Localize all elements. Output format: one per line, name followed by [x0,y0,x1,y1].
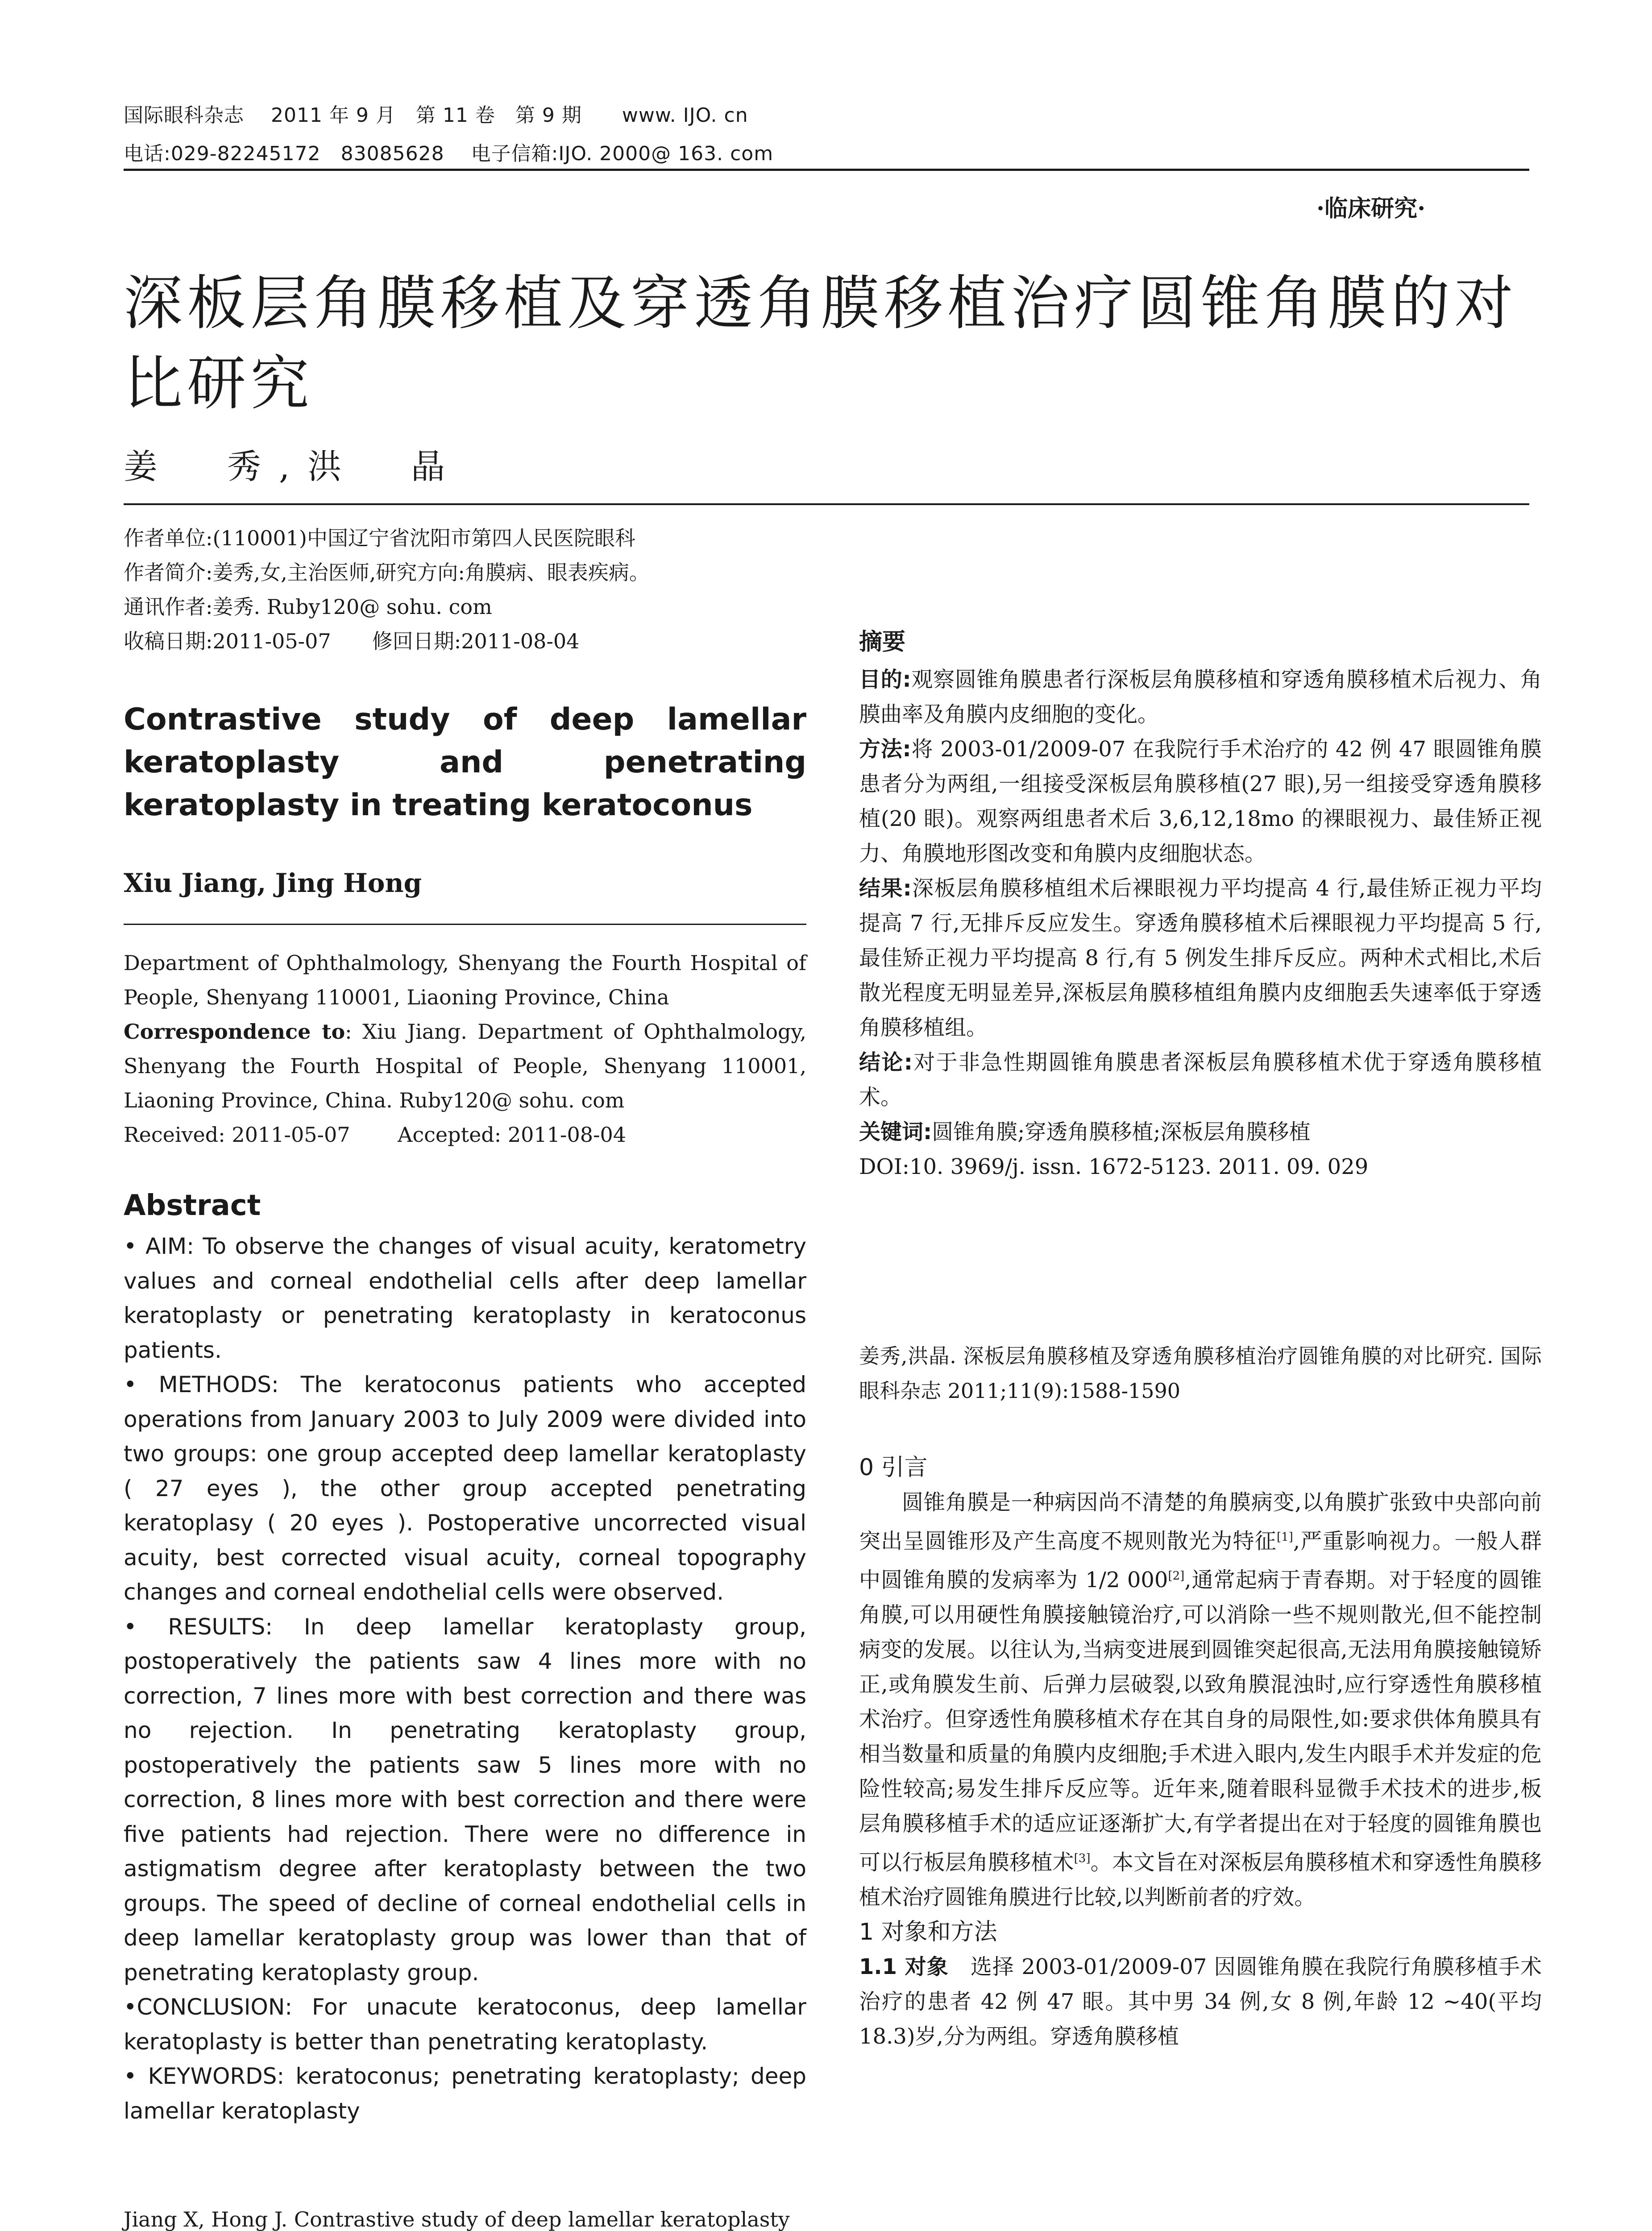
abstract-aim: • AIM: To observe the changes of visual acuity, keratometry values and corneal endothelial cells after deep lamellar keratoplasty or penetrating keratoplasty in keratoconus patients. [124,1233,806,1363]
intro-heading: 0 引言 [859,1454,928,1481]
journal-header-line1: 国际眼科杂志 2011 年 9 月 第 11 卷 第 9 期 www. IJO. cn [124,104,748,127]
correspondence-en [124,1015,806,1118]
conclusion-label: 结论: [859,1050,913,1075]
citation-en-block [124,2202,806,2231]
abstract-keywords: • KEYWORDS: keratoconus; penetrating keratoplasty; deep lamellar keratoplasty [124,2063,806,2124]
author-bio: 作者简介:姜秀,女,主治医师,研究方向:角膜病、眼表疾病。 [124,560,650,585]
results-label: 结果: [859,876,912,901]
conclusion-text: 对于非急性期圆锥角膜患者深板层角膜移植术优于穿透角膜移植术。 [859,1050,1542,1110]
abstract-en-body [124,1229,806,2128]
header-rule [124,169,1529,171]
ref-1: [1] [1277,1530,1293,1544]
subjects-text: 选择 2003-01/2009-07 因圆锥角膜在我院行角膜移植手术治疗的患者 42 例 47 眼。其中男 34 例,女 8 例,年龄 12 ~40(平均 18.3)岁,分为两组。穿透角膜移植 [859,1954,1542,2049]
journal-header-line2: 电话:029-82245172 83085628 电子信箱:IJO. 2000@ 163. com [124,142,774,165]
received-dates: 收稿日期:2011-05-07 修回日期:2011-08-04 [124,629,580,653]
abstract-heading: Abstract [124,1189,261,1222]
department-en: Department of Ophthalmology, Shenyang the Fourth Hospital of People, Shenyang 110001, Liaoning Province, China [124,951,806,1009]
ref-2: [2] [1168,1569,1185,1583]
abstract-cn [859,625,1542,1184]
citation-en-start: Jiang X, Hong J. Contrastive study of deep lamellar keratoplasty [124,2207,790,2231]
methods-text: 将 2003-01/2009-07 在我院行手术治疗的 42 例 47 眼圆锥角膜患者分为两组,一组接受深板层角膜移植(27 眼),另一组接受穿透角膜移植(20 眼)。观察两组患者术后 3,6,12,18mo 的裸眼视力、最佳矫正视力、角膜地形图改变和角膜内皮细胞状态。 [859,737,1542,866]
abstract-methods: • METHODS: The keratoconus patients who accepted operations from January 2003 to July 2009 were divided into two groups: one group accepted deep lamellar keratoplasty ( 27 eyes ), the other group accepted penetrating keratoplasy ( 20 eyes ). Postoperative uncorrected visual acuity, best corrected visual acuity, corneal topography changes and corneal endothelial cells were observed. [124,1372,806,1605]
doi: DOI:10. 3969/j. issn. 1672-5123. 2011. 09. 029 [859,1154,1369,1179]
page-title: 深板层角膜移植及穿透角膜移植治疗圆锥角膜的对比研究 [124,269,1518,418]
author-info-block [124,521,806,659]
body-text [859,1450,1542,2054]
methods-label: 方法: [859,737,911,762]
english-affiliation [124,946,806,1152]
title-rule [124,503,1529,505]
english-authors-rule [124,924,806,925]
results-text: 深板层角膜移植组术后裸眼视力平均提高 4 行,最佳矫正视力平均提高 7 行,无排斥反应发生。穿透角膜移植术后裸眼视力平均提高 5 行,最佳矫正视力平均提高 8 行,有 5 例发生排斥反应。两种术式相比,术后散光程度无明显差异,深板层角膜移植组角膜内皮细胞丢失速率低于穿透角膜移植组。 [859,876,1542,1040]
english-title: Contrastive study of deep lamellar keratoplasty and penetrating keratoplasty in treating keratoconus [124,702,806,823]
abstract-results: • RESULTS: In deep lamellar keratoplasty group, postoperatively the patients saw 4 lines more with no correction, 7 lines more with best correction and there was no rejection. In penetrating keratoplasty group, postoperatively the patients saw 5 lines more with no correction, 8 lines more with best correction and there were five patients had rejection. There were no difference in astigmatism degree after keratoplasty between the two groups. The speed of decline of corneal endothelial cells in deep lamellar keratoplasty group was lower than that of penetrating keratoplasty group. [124,1613,806,1986]
section-tag: ·临床研究· [1316,195,1426,222]
authors-cn: 姜 秀,洪 晶 [124,447,463,486]
citation-cn: 姜秀,洪晶. 深板层角膜移植及穿透角膜移植治疗圆锥角膜的对比研究. 国际眼科杂志 2011;11(9):1588-1590 [859,1344,1542,1403]
correspondence-label: Correspondence to [124,1020,345,1044]
keywords-label: 关键词: [859,1120,932,1145]
dates-en: Received: 2011-05-07 Accepted: 2011-08-04 [124,1123,627,1147]
correspondence-text: : Xiu Jiang. Department of Ophthalmology, Shenyang the Fourth Hospital of People, Shenyang 110001, Liaoning Province, China. Ruby120@ sohu. com [124,1020,807,1112]
intro-paragraph: 圆锥角膜是一种病因尚不清楚的角膜病变,以角膜扩张致中央部向前突出呈圆锥形及产生高度不规则散光为特征[1],严重影响视力。一般人群中圆锥角膜的发病率为 1/2 000[2],通常起病于青春期。对于轻度的圆锥角膜,可以用硬性角膜接触镜治疗,可以消除一些不规则散光,但不能控制病变的发展。以往认为,当病变进展到圆锥突起很高,无法用角膜接触镜矫正,或角膜发生前、后弹力层破裂,以致角膜混浊时,应行穿透性角膜移植术治疗。但穿透性角膜移植术存在其自身的局限性,如:要求供体角膜具有相当数量和质量的角膜内皮细胞;手术进入眼内,发生内眼手术并发症的危险性较高;易发生排斥反应等。近年来,随着眼科显微手术技术的进步,板层角膜移植手术的适应证逐渐扩大,有学者提出在对于轻度的圆锥角膜也可以行板层角膜移植术[3]。本文旨在对深板层角膜移植术和穿透性角膜移植术治疗圆锥角膜进行比较,以判断前者的疗效。 [859,1490,1542,1910]
ref-3: [3] [1074,1852,1091,1865]
author-affiliation: 作者单位:(110001)中国辽宁省沈阳市第四人民医院眼科 [124,526,635,550]
subjects-paragraph [859,1949,1542,2054]
english-authors: Xiu Jiang, Jing Hong [124,868,422,898]
abstract-cn-heading: 摘要 [859,629,906,655]
keywords-text: 圆锥角膜;穿透角膜移植;深板层角膜移植 [932,1120,1311,1145]
subjects-heading: 1.1 对象 [859,1954,949,1979]
aim-text: 观察圆锥角膜患者行深板层角膜移植和穿透角膜移植术后视力、角膜曲率及角膜内皮细胞的变化。 [859,667,1542,727]
methods-heading: 1 对象和方法 [859,1919,997,1945]
aim-label: 目的: [859,667,911,692]
corresponding-author: 通讯作者:姜秀. Ruby120@ sohu. com [124,595,492,619]
abstract-conclusion: •CONCLUSION: For unacute keratoconus, deep lamellar keratoplasty is better than penetrating keratoplasty. [124,1994,806,2055]
